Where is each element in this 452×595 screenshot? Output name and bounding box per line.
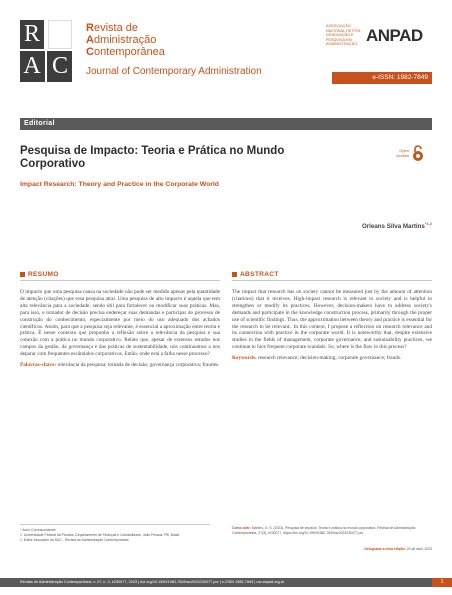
resumo-heading-text: RESUMO bbox=[28, 271, 59, 278]
section-bar bbox=[20, 118, 432, 130]
open-lock-icon bbox=[412, 144, 424, 162]
logo-letter-c: C bbox=[51, 53, 68, 79]
page-number: 1 bbox=[432, 578, 452, 587]
resumo-heading bbox=[20, 271, 220, 281]
abstract-heading bbox=[232, 271, 432, 281]
resumo-column bbox=[20, 271, 220, 369]
citation-label: Como citar: bbox=[232, 526, 251, 530]
journal-line-2: Administração bbox=[86, 34, 157, 46]
footer-citation[interactable]: Revista de Administração Contemporânea, v. 27, n. 3, e230077, 2023 | doi.org/10.1590/1982-7849rac2023230077.por | e-ISSN 1982-7849 | rac.anpad.org.br bbox=[20, 580, 285, 584]
journal-line-1: Revista de bbox=[86, 22, 138, 34]
journal-title-pt bbox=[86, 22, 165, 58]
anpad-full-name: ASSOCIAÇÃO NACIONAL DE PÓS-GRADUAÇÃO E PESQUISA EM ADMINISTRAÇÃO bbox=[326, 24, 362, 47]
footer-bar bbox=[0, 578, 432, 587]
published-date: 20 de abril, 2023 bbox=[406, 547, 432, 551]
footnote-item: * Autor Correspondente. bbox=[20, 528, 57, 532]
abstract-heading-text: ABSTRACT bbox=[240, 271, 279, 278]
author-line bbox=[300, 221, 432, 230]
resumo-keywords-label: Palavras-chave: bbox=[20, 362, 57, 369]
citation-text[interactable]: Martins, O. S. (2023). Pesquisa de impacto: Teoria e prática no mundo corporativo. Revista de Administração Contemporânea, 27(3), e230077. https://doi.org/10.1590/1982-7849rac2023230077.por bbox=[232, 526, 416, 535]
section-label: Editorial bbox=[24, 120, 55, 127]
abstract-body: The impact that research has on society cannot be measured just by the amount of attention (citations) that it receives. High-impact research is relevant to society and is helpful to strengthen or modify its practices. However, decision-makers have to address society's demands and participate in the knowledge construction process, primarily through the proper use of scientific findings. Thus, the approximation between theory and practice is essential for the research to be relevant.. In this context, I propose a reflection on research relevance and its connection with practice in the corporate world. It is noteworthy that, despite extensive studies in the fields of management, corporate governance, and sustainability practices, we continue to face frequent corporate scandals. So, where is the flaw in this process? bbox=[232, 289, 432, 351]
anpad-logo: ANPAD bbox=[366, 26, 423, 45]
heading-square-icon bbox=[20, 272, 25, 277]
rac-logo bbox=[20, 20, 72, 82]
abstract-keywords bbox=[232, 355, 432, 362]
footnotes bbox=[20, 524, 210, 542]
resumo-keywords-text: relevância da pesquisa; tomada de decisão; governança corporativa; fraudes. bbox=[57, 362, 220, 369]
journal-title-en: Journal of Contemporary Administration bbox=[86, 66, 262, 77]
open-access-label: Open Access bbox=[396, 148, 409, 158]
abstract-keywords-label: Keywords: bbox=[232, 355, 257, 362]
published-line bbox=[232, 547, 432, 551]
journal-line-3: Contemporânea bbox=[86, 46, 165, 58]
issn-bar: e-ISSN: 1982-7849 bbox=[332, 72, 432, 84]
author-affiliation-marks: *1,2 bbox=[424, 221, 432, 226]
abstract-keywords-text: research relevance; decision-making; corporate governance; frauds. bbox=[258, 355, 402, 362]
footnote-item: 2. Editor Associado da RAC - Revista de Administração Contemporânea. bbox=[20, 537, 130, 542]
article-title: Pesquisa de Impacto: Teoria e Prática no Mundo Corporativo bbox=[20, 145, 285, 170]
logo-blank-cell bbox=[48, 20, 72, 49]
article-subtitle: Impact Research: Theory and Practice in the Corporate World bbox=[20, 181, 219, 188]
published-label: Designado a essa edição: bbox=[364, 547, 406, 551]
logo-letter-r: R bbox=[20, 20, 44, 49]
logo-divider bbox=[45, 20, 47, 82]
citation-block bbox=[232, 526, 432, 536]
resumo-keywords bbox=[20, 362, 220, 369]
author-name: Orleans Silva Martins bbox=[361, 223, 425, 231]
abstract-column bbox=[232, 271, 432, 362]
open-access-badge[interactable] bbox=[395, 144, 435, 170]
anpad-logo-block bbox=[326, 24, 428, 64]
logo-letter-a: A bbox=[23, 53, 41, 79]
footnote-item: 1. Universidade Federal da Paraíba, Departamento de Finanças e Contabilidade, João Pessoa, PB, Brasil. bbox=[20, 532, 181, 537]
heading-square-icon bbox=[232, 272, 237, 277]
resumo-body: O impacto que uma pesquisa causa na sociedade não pode ser medido apenas pela quantidade de atenção (citações) que essa pesquisa atrai. Uma pesquisa de alto impacto é aquela que tem alta relevância para a sociedade, sendo útil para fortalecer ou modificar suas práticas. Mas, para isso, o tomador de decisão precisa endereçar suas demandas e participar do processo de construção do conhecimento, especialmente por meio do uso adequado dos achados científicos. Assim, para que a pesquisa seja relevante, é essencial a aproximação entre teoria e prática. É nesse contexto que proponho a reflexão sobre a relevância da pesquisa e sua conexão com a prática no mundo corporativo. Relato que, apesar de extensos estudos nos campos da gestão, da governança e das práticas de sustentabilidade, nós continuamos a nos deparar com frequentes escândalos corporativos. Então, onde está a falha nesse processo? bbox=[20, 289, 220, 358]
